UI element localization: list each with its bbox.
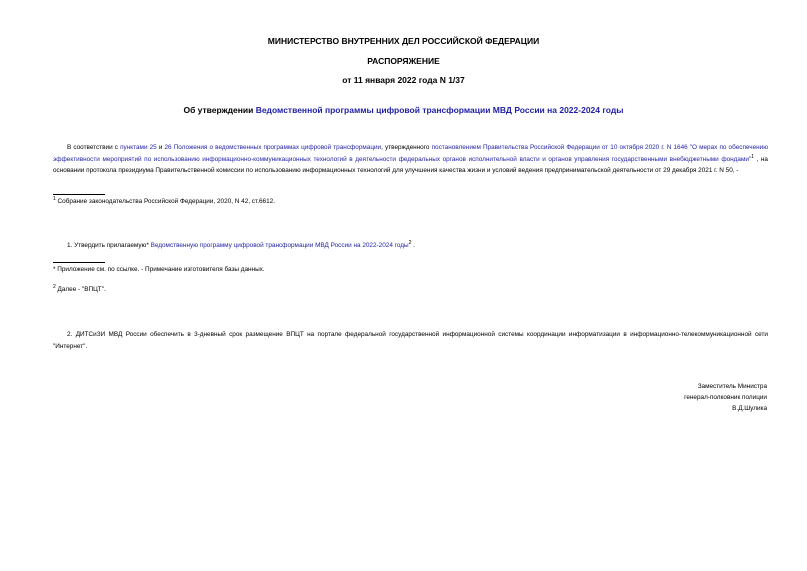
footnote-mark-1[interactable]: 1	[751, 153, 754, 160]
footnote-mark-2[interactable]: 2	[408, 239, 412, 246]
ministry-heading: МИНИСТЕРСТВО ВНУТРЕННИХ ДЕЛ РОССИЙСКОЙ ФЕДЕРАЦИИ	[267, 36, 540, 46]
document-date-number: от 11 января 2022 года N 1/37	[342, 75, 465, 85]
signature-name: В.Д.Шулика	[732, 405, 767, 412]
footnote-1-mark: 1	[53, 195, 56, 202]
footnote-star-text: * Приложение см. по ссылке. - Примечание изготовителя базы данных.	[53, 266, 265, 273]
item-2: 2. ДИТСиЗИ МВД России обеспечить в 3-дневный срок размещение ВПЦТ на портале федеральной государственной информационной системы координации информатизации в информационно-телекоммуникационной сети "Интернет".	[53, 331, 768, 350]
footnote-1	[53, 195, 275, 205]
document-type: РАСПОРЯЖЕНИЕ	[367, 56, 440, 66]
footnote-2-text: Далее - "ВПЦТ".	[55, 286, 106, 293]
preamble-text-2: и	[156, 144, 165, 151]
signature-rank: генерал-полковник полиции	[684, 394, 767, 401]
link-program-annex[interactable]: Ведомственную программу цифровой трансформации МВД России на 2022-2024 годы	[150, 242, 409, 249]
footnote-divider-1	[53, 194, 105, 195]
document-title	[40, 105, 767, 115]
link-clauses-25[interactable]: пунктами 25	[120, 144, 157, 151]
preamble-text-3: , утвержденного	[381, 144, 432, 151]
item-1-end: .	[411, 242, 415, 249]
link-regulation-26[interactable]: 26 Положения о ведомственных программах цифровой трансформации	[164, 144, 382, 151]
signature-position: Заместитель Министра	[697, 383, 767, 390]
preamble-text-1: В соответствии с	[67, 144, 121, 151]
signature-block	[684, 381, 767, 414]
item-1	[67, 239, 415, 249]
link-government-decree[interactable]: постановлением Правительства Российской Федерации от 10 октября 2020 г. N 1646 "О мерах по обеспечению эффективности мероприятий по использованию информационно-коммуникационных технологий в деятельности федеральных органов исполнительной власти и органов управления государственными внебюджетными фондами"	[53, 144, 769, 163]
footnote-star	[53, 266, 265, 273]
title-program-link[interactable]: Ведомственной программы цифровой трансформации МВД России на 2022-2024 годы	[255, 105, 624, 115]
title-prefix: Об утверждении	[183, 105, 256, 115]
footnote-2	[53, 283, 106, 293]
footnote-1-text: Собрание законодательства Российской Федерации, 2020, N 42, ст.6612.	[55, 198, 275, 205]
preamble-text-4: , на основании протокола президиума Правительственной комиссии по использованию информационных технологий для улучшения качества жизни и условий ведения предпринимательской деятельности от 29 декабря 2021 г. N 50, -	[53, 155, 768, 174]
footnote-divider-2	[53, 262, 105, 263]
footnote-2-mark: 2	[53, 283, 56, 290]
preamble-paragraph	[53, 142, 768, 177]
item-1-text: 1. Утвердить прилагаемую*	[67, 242, 151, 249]
